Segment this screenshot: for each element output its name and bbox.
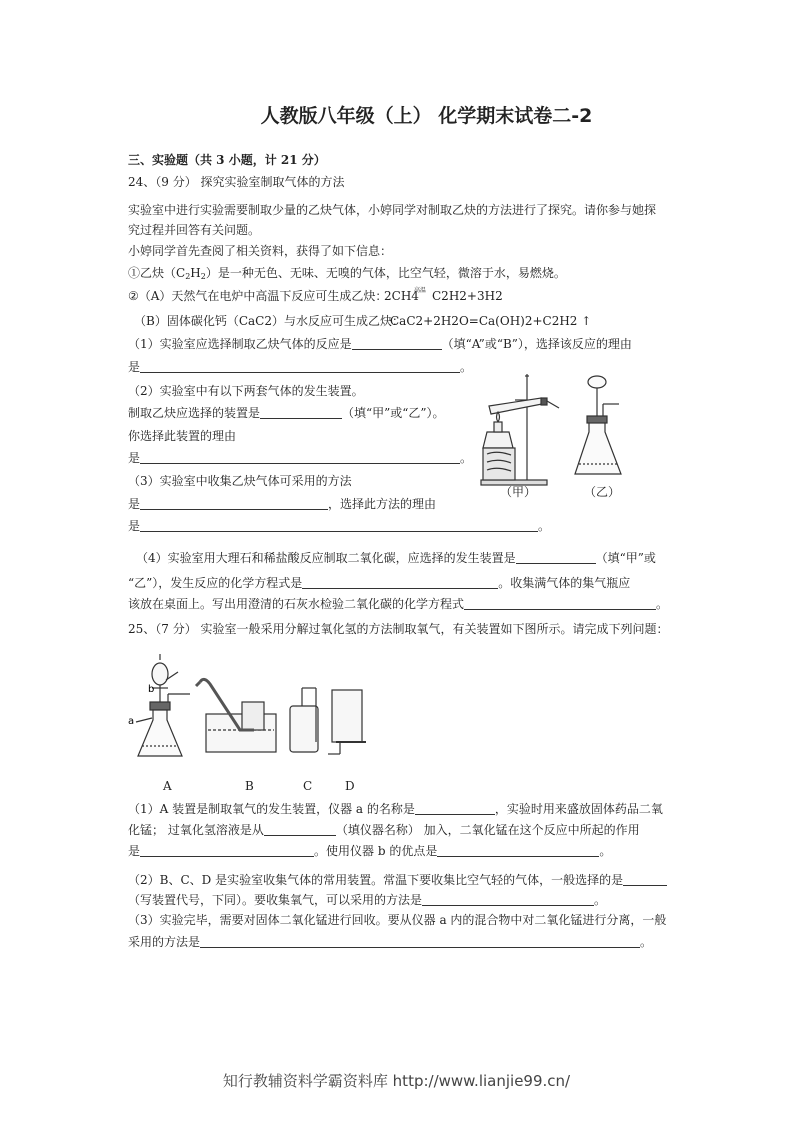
q24-blank-reason[interactable] [140,360,460,373]
info2-condition: 高温 [414,287,427,294]
info1-sub-1: 2 [185,272,191,281]
q24-p4-c: “乙”），发生反应的化学方程式是 [128,576,303,590]
q24-blank-reaction[interactable] [352,337,442,350]
q24-part4-line2 [128,575,630,591]
q25-blank-instrument-a[interactable] [415,802,495,815]
info3-formula: CaC2+2H2O=Ca(OH)2+C2H2 ↑ [390,314,592,328]
q24-blank-apparatus[interactable] [260,406,342,419]
q25-part3-line2 [128,934,652,950]
label-yi: （乙） [584,485,621,499]
info1-part-a: ①乙炔（C [128,266,186,280]
q24-blank-collect[interactable] [140,497,328,510]
info1-part-b: H [190,266,201,280]
apparatus-b [196,679,276,752]
q24-blank-limewater-equation[interactable] [464,597,656,610]
q24-part2-line4: 是 。 [128,451,473,465]
apparatus-c [290,688,318,752]
fig-letter-c: C [303,779,313,793]
q25-blank-instrument-add[interactable] [264,823,336,836]
q24-part4-line1 [136,550,656,566]
q25-p3-b: 采用的方法是 [128,935,201,949]
fig-label-a: a [128,716,135,727]
q24-part2-line1: （2）实验室中有以下两套气体的发生装置。 [128,384,364,398]
q24-heading: 24、（9 分） 探究实验室制取气体的方法 [128,175,345,189]
q25-blank-separation[interactable] [200,935,640,948]
q24-info-1 [128,265,566,285]
q24-p4-f: 。 [656,597,669,611]
q25-part3-line1: （3）实验完毕，需要对固体二氧化锰进行回收。要从仪器 a 内的混合物中对二氧化锰进行分离，一般 [128,913,667,927]
q25-p1-e: 是 [128,844,141,858]
q24-part1-line2: 是 。 [128,360,473,374]
q25-part1-line3 [128,843,611,859]
q24-part4-line3 [128,596,668,612]
apparatus-a [136,654,190,756]
page-title: 人教版八年级（上） 化学期末试卷二-2 [260,105,593,127]
q25-p1-b: ，实验时用来盛放固体药品二氧 [494,802,663,816]
q24-p1-c: 是 [128,360,141,374]
info2-formula-left: 2CH4 [384,289,419,303]
q25-p1-g: 。 [599,844,612,858]
q24-part3-line1: （3）实验室中收集乙炔气体可采用的方法 [128,474,352,488]
q25-p1-d: （填仪器名称） 加入，二氧化锰在这个反应中所起的作用 [335,823,640,837]
footer-watermark: 知行教辅资料学霸资料库 http://www.lianjie99.cn/ [222,1072,571,1090]
q24-p4-d: 。收集满气体的集气瓶应 [498,576,631,590]
q24-part2-line3: 你选择此装置的理由 [128,429,237,443]
q24-blank-co2-apparatus[interactable] [516,551,596,564]
q24-info-3: （B）固体碳化钙（CaC2）与水反应可生成乙炔： [134,314,404,328]
q24-intro-line1: 实验室中进行实验需要制取少量的乙炔气体，小婷同学对制取乙炔的方法进行了探究。请你参与她探 [128,203,657,217]
q24-p4-b: （填“甲”或 [595,551,656,565]
q25-p3-c: 。 [640,935,653,949]
q25-p1-f: 。使用仪器 b 的优点是 [314,844,438,858]
q25-blank-oxygen-collect[interactable] [422,893,594,906]
q25-heading: 25、（7 分） 实验室一般采用分解过氧化氢的方法制取氧气，有关装置如下图所示。请完成下列问题： [128,622,669,636]
q24-part1-line1 [128,336,632,352]
apparatus-d [328,690,366,754]
fig-label-b: b [148,684,155,695]
q24-intro-line2: 究过程并回答有关问题。 [128,223,261,237]
q24-info-2: ②（A）天然气在电炉中高温下反应可生成乙炔： [128,289,388,303]
q24-part3-line2 [128,496,436,512]
q25-blank-b-advantage[interactable] [437,844,599,857]
info1-sub-2: 2 [200,272,206,281]
q24-p4-a: （4）实验室用大理石和稀盐酸反应制取二氧化碳，应选择的发生装置是 [136,551,516,565]
q24-p2-e: 是 [128,451,141,465]
apparatus-figure-jia-yi [475,370,625,495]
q24-blank-co2-equation[interactable] [302,576,498,589]
info2-formula-right: C2H2+3H2 [432,289,503,303]
q25-p1-a: （1）A 装置是制取氧气的发生装置，仪器 a 的名称是 [128,802,415,816]
q24-intro-line3: 小婷同学首先查阅了相关资料，获得了如下信息： [128,244,393,258]
fig-letter-a: A [163,779,172,793]
q24-p2-b: 制取乙炔应选择的装置是 [128,406,261,420]
q25-blank-light-gas[interactable] [623,873,667,886]
q25-part1-line2 [128,822,640,838]
fig-letter-d: D [345,779,355,793]
q24-blank-collect-reason[interactable] [140,519,538,532]
q25-part1-line1 [128,801,663,817]
apparatus-figure-abcd [130,650,370,765]
q25-p2-a: （2）B、C、D 是实验室收集气体的常用装置。常温下要收集比空气轻的气体，一般选择的是 [128,873,624,887]
section-heading: 三、实验题（共 3 小题，计 21 分） [128,153,326,167]
apparatus-yi [575,376,621,474]
q24-blank-apparatus-reason[interactable] [140,451,460,464]
q24-part3-line3: 是 。 [128,519,551,533]
q24-p4-e: 该放在桌面上。写出用澄清的石灰水检验二氧化碳的化学方程式 [128,597,465,611]
q24-p3-d: 是 [128,519,141,533]
q24-p3-c: ，选择此方法的理由 [328,497,437,511]
q25-part2-line1 [128,872,667,888]
apparatus-jia [481,374,559,485]
q25-p2-b: （写装置代号，下同）。要收集氧气，可以采用的方法是 [128,893,423,907]
q24-p1-a: （1）实验室应选择制取乙炔气体的反应是 [128,337,352,351]
q25-p1-c: 化锰； 过氧化氢溶液是从 [128,823,264,837]
info1-part-c: ）是一种无色、无味、无嗅的气体，比空气轻，微溶于水，易燃烧。 [205,266,566,280]
q24-p1-b: （填“A”或“B”），选择该反应的理由 [441,337,632,351]
q25-blank-mno2-role[interactable] [140,844,314,857]
q24-p2-c: （填“甲”或“乙”）。 [342,406,445,420]
q25-p2-c: 。 [594,893,607,907]
fig-letter-b: B [245,779,254,793]
label-jia: （甲） [500,485,537,499]
q24-part2-line2 [128,405,445,421]
q24-p3-b: 是 [128,497,141,511]
q25-part2-line2 [128,892,606,908]
